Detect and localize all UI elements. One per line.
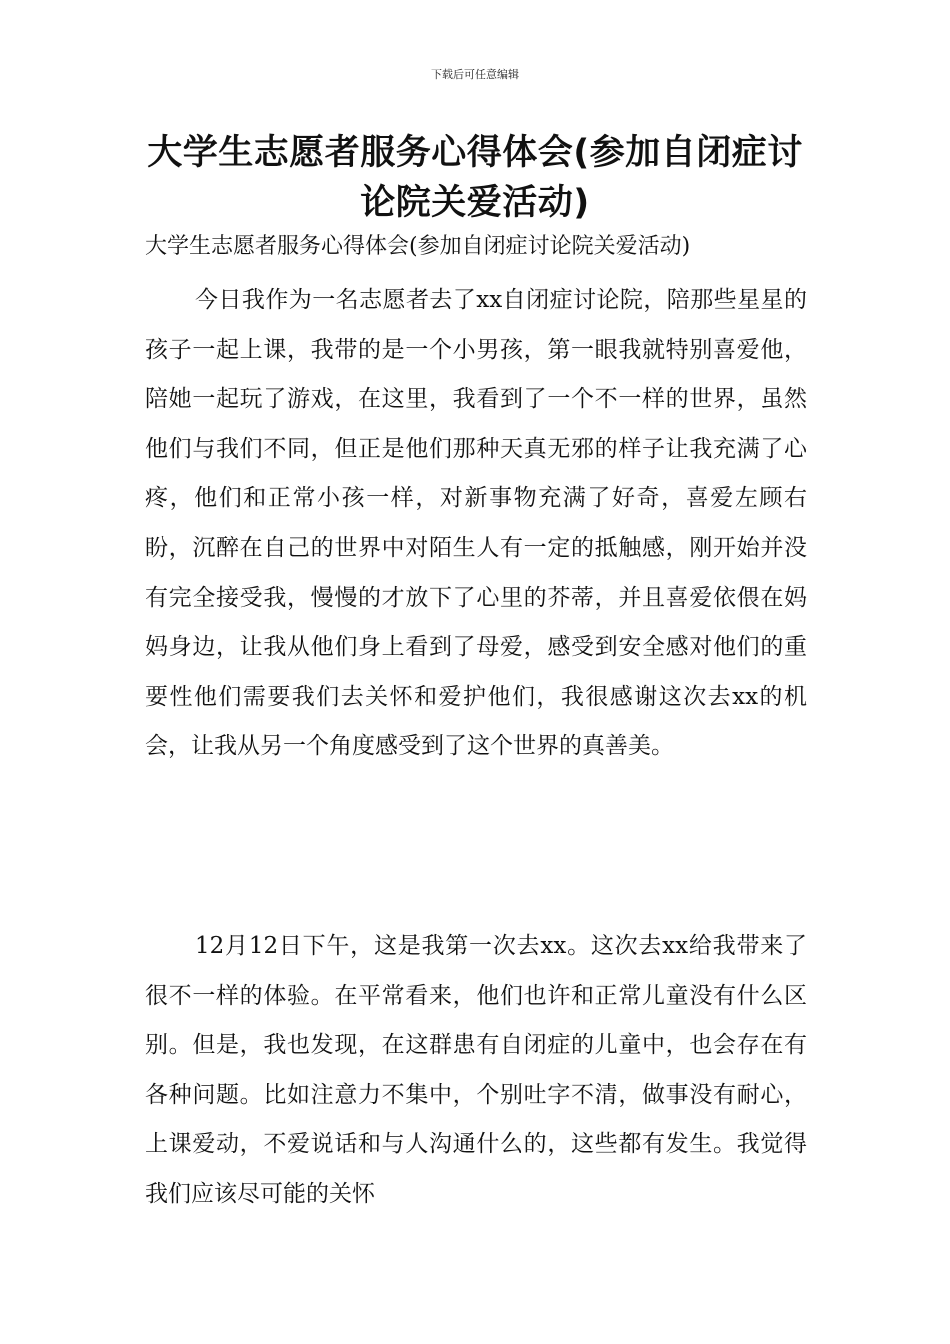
document-subtitle: 大学生志愿者服务心得体会(参加自闭症讨论院关爱活动) — [145, 234, 691, 259]
document-title: 大学生志愿者服务心得体会(参加自闭症讨论院关爱活动) — [147, 133, 803, 223]
page-header-note: 下载后可任意编辑 — [431, 68, 519, 81]
body-paragraph: 今日我作为一名志愿者去了xx自闭症讨论院，陪那些星星的孩子一起上课，我带的是一个小男孩，第一眼我就特别喜爱他，陪她一起玩了游戏，在这里，我看到了一个不一样的世界，虽然他们与我们不同，但正是他们那种天真无邪的样子让我充满了心疼，他们和正常小孩一样，对新事物充满了好奇，喜爱左顾右盼，沉醉在自己的世界中对陌生人有一定的抵触感，刚开始并没有完全接受我，慢慢的才放下了心里的芥蒂，并且喜爱依偎在妈妈身边，让我从他们身上看到了母爱，感受到安全感对他们的重要性他们需要我们去关怀和爱护他们，我很感谢这次去xx的机会，让我从另一个角度感受到了这个世界的真善美。 — [145, 287, 807, 760]
body-paragraph: 12月12日下午，这是我第一次去xx。这次去xx给我带来了很不一样的体验。在平常看来，他们也许和正常儿童没有什么区别。但是，我也发现，在这群患有自闭症的儿童中，也会存在有各种问题。比如注意力不集中，个别吐字不清，做事没有耐心，上课爱动，不爱说话和与人沟通什么的，这些都有发生。我觉得我们应该尽可能的关怀 — [145, 933, 807, 1207]
